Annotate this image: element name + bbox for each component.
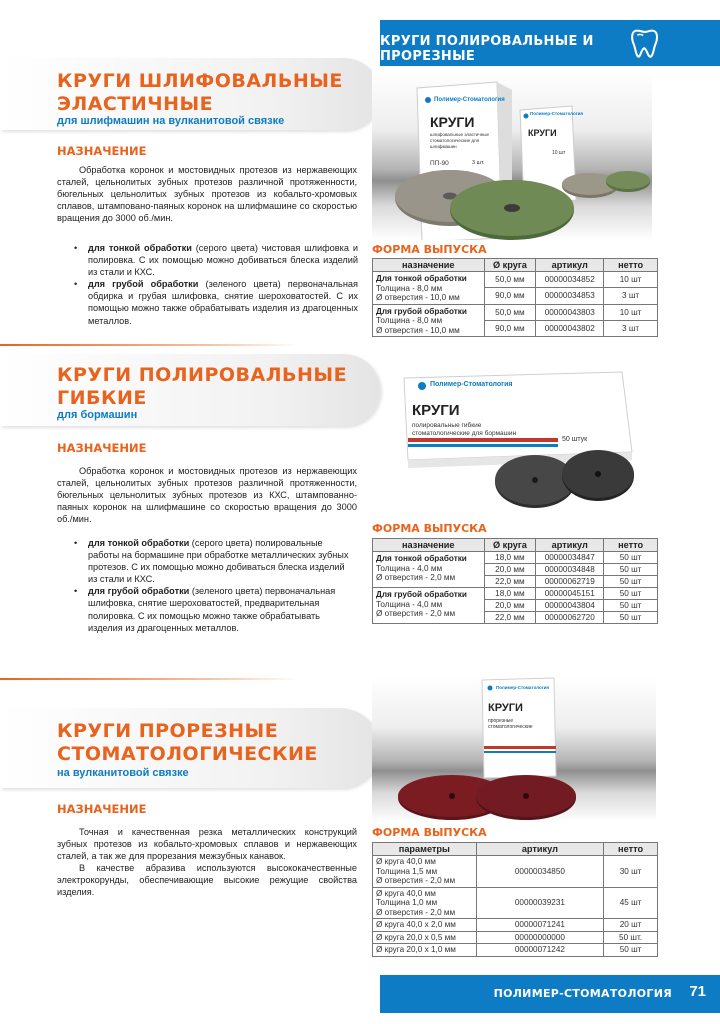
cell: 50 шт: [604, 600, 658, 612]
col-header: Ø круга: [484, 539, 536, 552]
cell: 90,0 мм: [484, 320, 536, 336]
section3-product-photo: [372, 676, 656, 822]
section-divider: [0, 678, 300, 680]
col-header: нетто: [604, 259, 658, 272]
group-line: Толщина - 4,0 мм: [376, 599, 443, 609]
cell: 00000034847: [536, 552, 604, 564]
section1-paragraph-text: Обработка коронок и мостовидных протезов из нержавеющих сталей, цельнолитых зубных протезов различной протяженности, бюгельных цельнолитых зубных протезов из кобальто-хромовых сплавов, штамповано-паяных коронок на шлифмашине со скоростью вращения до 3000 об./мин.: [57, 165, 357, 224]
section2-bullets: [88, 537, 353, 634]
table-header-row: [373, 539, 658, 552]
page-number: 71: [689, 983, 706, 1000]
bullet-bold: для грубой обработки: [88, 279, 199, 290]
product-illustration: [372, 676, 656, 822]
box2-qty: 10 шт: [552, 150, 566, 156]
box3-qty: 50 штук: [562, 436, 588, 443]
section3-form-heading: ФОРМА ВЫПУСКА: [372, 826, 487, 839]
table-row: [373, 552, 658, 564]
col-header: назначение: [373, 539, 485, 552]
table-row: [373, 944, 658, 957]
group-line: Ø отверстия - 10,0 мм: [376, 293, 460, 302]
box3-brand: Полимер-Стоматология: [430, 381, 513, 388]
cell: 00000034850: [476, 856, 603, 888]
section2-product-photo: [400, 370, 640, 510]
table-row: [373, 588, 658, 600]
cell: 50 шт: [604, 564, 658, 576]
col-header: артикул: [536, 539, 604, 552]
box4-title: КРУГИ: [488, 702, 523, 714]
section2-title-line1: КРУГИ ПОЛИРОВАЛЬНЫЕ: [57, 364, 348, 386]
cell: 00000043802: [536, 320, 604, 336]
section1-paragraph: [57, 164, 357, 224]
cell: 10 шт: [604, 304, 658, 320]
section3-paragraph: [57, 826, 357, 899]
bullet-text: (серого цвета) полировальные работы на бормашине при обработке металлических зубных протезов. С их помощью можно добиваться блеска изделий из стали и КХС.: [88, 538, 349, 585]
col-header: нетто: [604, 843, 658, 856]
cell: 45 шт: [604, 887, 658, 919]
cell: 10 шт: [604, 272, 658, 288]
table-row: [373, 856, 658, 888]
cell: 90,0 мм: [484, 288, 536, 304]
cell: 00000034852: [536, 272, 604, 288]
section3-purpose-heading: НАЗНАЧЕНИЕ: [57, 802, 147, 816]
param-line: Толщина 1,0 мм: [376, 898, 438, 907]
top-header-band: [380, 20, 720, 66]
bullet-text: (зеленого цвета) первоначальная обдирка и грубая шлифовка, снятие шероховатостей. С их помощью можно также обрабатывать изделия из драгоценных металлов.: [88, 279, 358, 326]
col-header: параметры: [373, 843, 477, 856]
footer-brand: ПОЛИМЕР-СТОМАТОЛОГИЯ: [493, 987, 672, 1000]
param-cell: Ø круга 20,0 х 0,5 мм: [373, 931, 477, 944]
group-line: Ø отверстия - 2,0 мм: [376, 573, 456, 582]
cell: 30 шт: [604, 856, 658, 888]
section2-form-heading: ФОРМА ВЫПУСКА: [372, 522, 487, 535]
group-name: Для грубой обработки: [376, 590, 467, 599]
bullet-bold: для тонкой обработки: [88, 538, 190, 548]
param-line: Ø круга 40,0 мм: [376, 888, 436, 898]
group-line: Ø отверстия - 10,0 мм: [376, 325, 460, 335]
section1-table: [372, 258, 658, 337]
table-header-row: [373, 843, 658, 856]
cell: 50 шт: [604, 552, 658, 564]
cell: 20 шт: [604, 919, 658, 932]
cell: 22,0 мм: [484, 612, 536, 624]
param-line: Ø отверстия - 2,0 мм: [376, 876, 456, 885]
group-cell: [373, 588, 485, 624]
section3-subtitle: на вулканитовой связке: [57, 767, 189, 779]
section1-purpose-heading: НАЗНАЧЕНИЕ: [57, 144, 147, 158]
group-cell: [373, 552, 485, 588]
box3-desc1: полировальные гибкие: [412, 422, 482, 429]
section2-purpose-heading: НАЗНАЧЕНИЕ: [57, 441, 147, 455]
section1-form-heading: ФОРМА ВЫПУСКА: [372, 243, 487, 256]
section1-product-photo: [372, 70, 652, 240]
param-cell: [373, 856, 477, 888]
group-line: Толщина - 8,0 мм: [376, 316, 443, 325]
param-line: Ø отверстия - 2,0 мм: [376, 907, 456, 917]
cell: 20,0 мм: [484, 564, 536, 576]
footer-band: [380, 975, 720, 1013]
section2-bullet-coarse: [88, 585, 353, 633]
cell: 00000043803: [536, 304, 604, 320]
table-row: [373, 931, 658, 944]
bullet-bold: для грубой обработки: [88, 586, 190, 597]
cell: 00000034848: [536, 564, 604, 576]
group-line: Ø отверстия - 2,0 мм: [376, 609, 456, 618]
box1-qty: 3 шт.: [472, 160, 485, 166]
box1-desc: шлифовальные эластичные стоматологические для шлифмашин: [430, 132, 489, 149]
bullet-text: (зеленого цвета) первоначальная шлифовка, снятие шероховатостей, предварительная полировка. С их помощью можно также обрабатывать изделия из драгоценных металлов.: [88, 586, 336, 633]
group-name: Для грубой обработки: [376, 306, 467, 316]
cell: 50 шт: [604, 944, 658, 957]
section1-header: [0, 58, 380, 130]
section2-bullet-fine: [88, 537, 353, 585]
section3-paragraph-text-1: Точная и качественная резка металлических конструкций зубных протезов из кобальто-хромовых сплавов и нержавеющих сталей, а так же для прорезания межзубных канавок.: [57, 827, 357, 862]
cell: 18,0 мм: [484, 588, 536, 600]
box1-title: КРУГИ: [430, 114, 475, 130]
section1-subtitle: для шлифмашин на вулканитовой связке: [57, 115, 285, 127]
page-header-title: КРУГИ ПОЛИРОВАЛЬНЫЕ И ПРОРЕЗНЫЕ: [380, 34, 594, 64]
box1-code: ПП-90: [430, 160, 449, 167]
cell: 3 шт: [604, 320, 658, 336]
box4-desc: прорезные стоматологические: [488, 718, 533, 730]
section-divider: [0, 344, 300, 346]
cell: 18,0 мм: [484, 552, 536, 564]
box4-brand: Полимер-Стоматология: [496, 685, 550, 690]
table-row: [373, 919, 658, 932]
cell: 50 шт.: [604, 931, 658, 944]
col-header: артикул: [536, 259, 604, 272]
section1-bullet-fine: [88, 242, 358, 278]
cell: 00000045151: [536, 588, 604, 600]
section2-subtitle: для бормашин: [57, 409, 138, 421]
table-row: [373, 272, 658, 288]
box1-brand: Полимер-Стоматология: [434, 97, 505, 103]
param-cell: [373, 887, 477, 919]
cell: 00000034853: [536, 288, 604, 304]
box2-brand: Полимер-Стоматология: [530, 111, 584, 116]
table-row: [373, 304, 658, 320]
param-line: Толщина 1,5 мм: [376, 866, 438, 876]
group-line: Толщина - 8,0 мм: [376, 283, 443, 293]
cell: 50,0 мм: [484, 304, 536, 320]
cell: 00000062719: [536, 576, 604, 588]
section1-title-line2: ЭЛАСТИЧНЫЕ: [57, 93, 214, 115]
section2-header: [0, 354, 380, 426]
col-header: Ø круга: [484, 259, 536, 272]
table-row: [373, 887, 658, 919]
section3-header: [0, 708, 380, 788]
section2-table: [372, 538, 658, 624]
param-cell: Ø круга 20,0 х 1,0 мм: [373, 944, 477, 957]
cell: 3 шт: [604, 288, 658, 304]
cell: 00000071242: [476, 944, 603, 957]
cell: 22,0 мм: [484, 576, 536, 588]
box2-title: КРУГИ: [528, 128, 557, 138]
col-header: артикул: [476, 843, 603, 856]
cell: 00000000000: [476, 931, 603, 944]
section2-title-line2: ГИБКИЕ: [57, 387, 147, 409]
group-name: Для тонкой обработки: [376, 274, 467, 283]
section1-bullet-coarse: [88, 278, 358, 326]
cell: 00000062720: [536, 612, 604, 624]
cell: 50 шт: [604, 588, 658, 600]
cell: 00000039231: [476, 887, 603, 919]
product-illustration: [400, 370, 640, 510]
product-illustration: [372, 70, 652, 240]
cell: 50 шт: [604, 612, 658, 624]
cell: 00000043804: [536, 600, 604, 612]
tooth-icon: [628, 26, 662, 60]
param-line: Ø круга 40,0 мм: [376, 857, 436, 866]
section3-paragraph-text-2: В качестве абразива используются высококачественные электрокорунды, обеспечивающие высокие режущие свойства изделия.: [57, 863, 357, 898]
box3-title: КРУГИ: [412, 402, 460, 419]
group-line: Толщина - 4,0 мм: [376, 563, 443, 573]
section1-title-line1: КРУГИ ШЛИФОВАЛЬНЫЕ: [57, 70, 343, 92]
param-cell: Ø круга 40,0 х 2,0 мм: [373, 919, 477, 932]
bullet-text: (серого цвета) чистовая шлифовка и полировка. С их помощью можно добиваться блеска изделий из стали и КХС.: [88, 243, 358, 278]
table-header-row: [373, 259, 658, 272]
col-header: нетто: [604, 539, 658, 552]
cell: 20,0 мм: [484, 600, 536, 612]
col-header: назначение: [373, 259, 485, 272]
cell: 50,0 мм: [484, 272, 536, 288]
group-cell: [373, 304, 485, 337]
bullet-bold: для тонкой обработки: [88, 243, 192, 253]
box3-desc2: стоматологические для бормашин: [412, 430, 517, 437]
section2-paragraph-text: Обработка коронок и мостовидных протезов из нержавеющих сталей, цельнолитых зубных протезов различной протяженности, бюгельных цельнолитых зубных протезов из КХС, штампованно-паяных коронок на шлифмашине со скоростью вращения до 3000 об./мин.: [57, 466, 357, 525]
group-cell: [373, 272, 485, 305]
section3-table: [372, 842, 658, 957]
section3-title-line2: СТОМАТОЛОГИЧЕСКИЕ: [57, 743, 318, 765]
section2-paragraph: [57, 465, 357, 525]
group-name: Для тонкой обработки: [376, 554, 467, 563]
cell: 00000071241: [476, 919, 603, 932]
section3-title-line1: КРУГИ ПРОРЕЗНЫЕ: [57, 720, 279, 742]
section1-bullets: [88, 242, 358, 327]
cell: 50 шт: [604, 576, 658, 588]
